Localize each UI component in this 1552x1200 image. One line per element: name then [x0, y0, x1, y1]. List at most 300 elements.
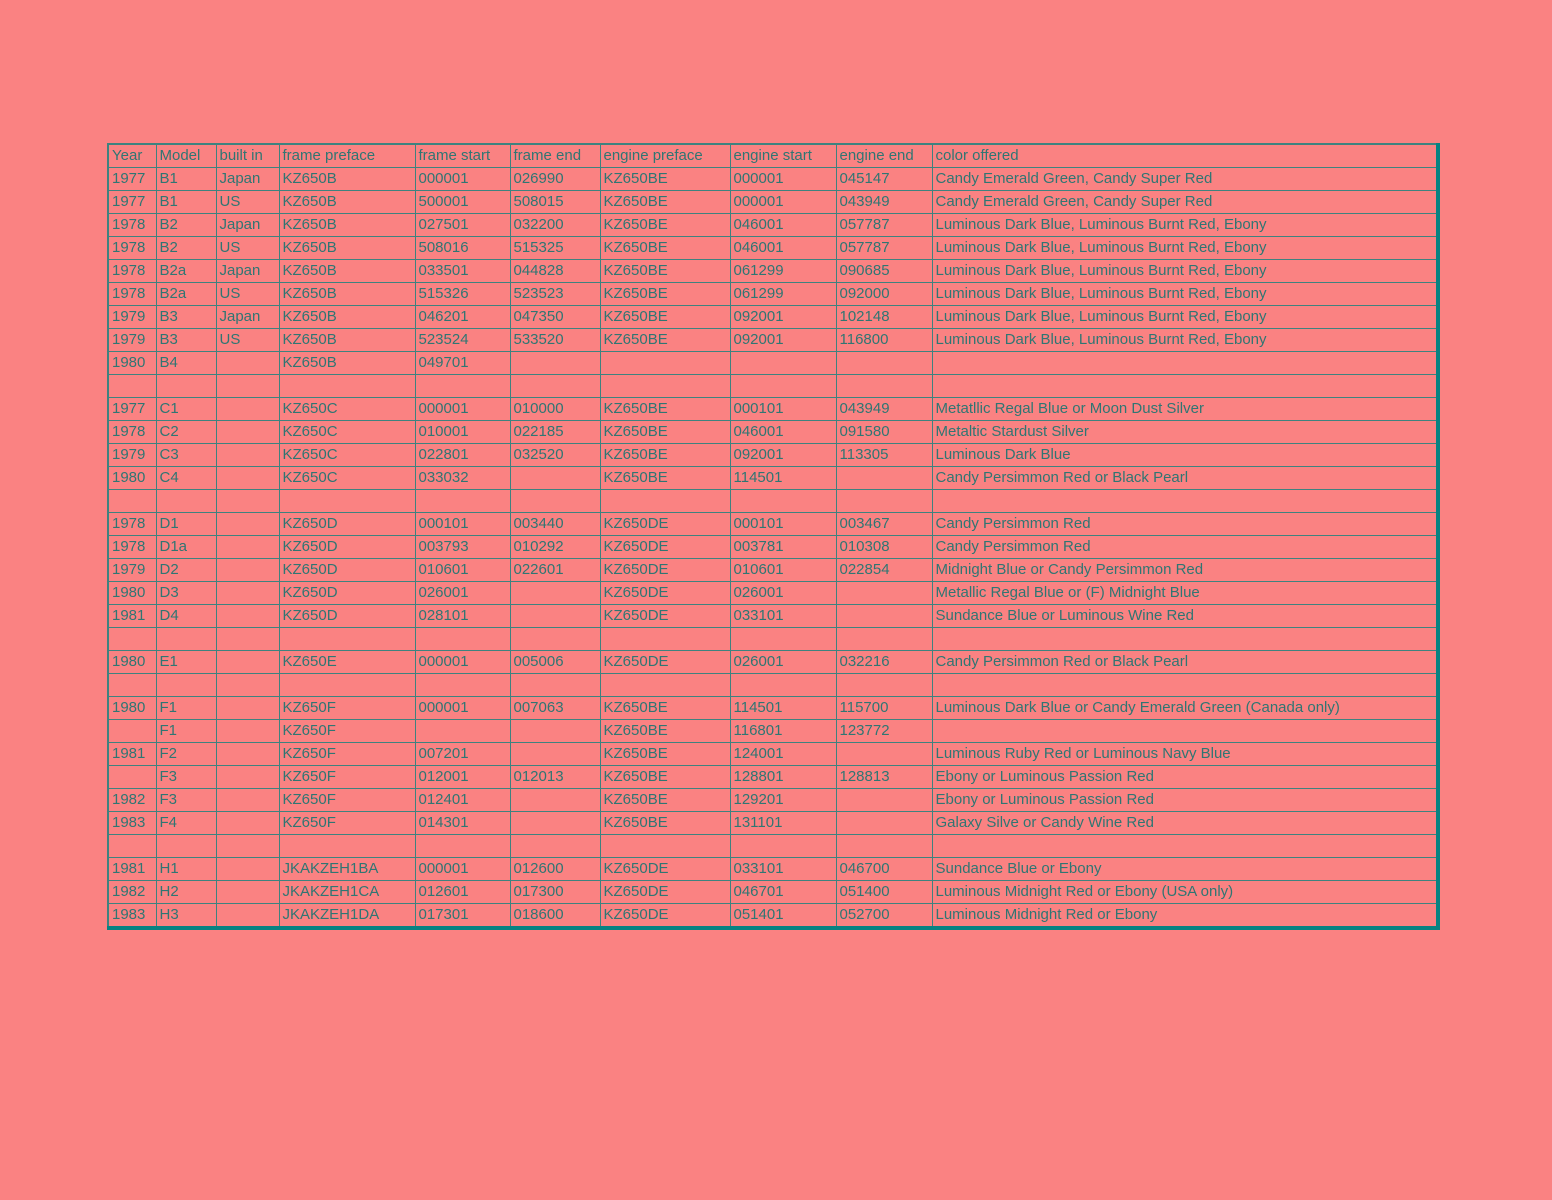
cell: B2a [156, 260, 216, 283]
cell: 046001 [730, 237, 836, 260]
cell: 026001 [730, 651, 836, 674]
column-header: built in [216, 144, 279, 168]
cell: 017301 [415, 904, 510, 929]
cell [730, 490, 836, 513]
cell: KZ650DE [600, 559, 730, 582]
cell: 128801 [730, 766, 836, 789]
cell: 1979 [108, 559, 156, 582]
cell: 000001 [415, 858, 510, 881]
cell: 092001 [730, 306, 836, 329]
cell [932, 352, 1438, 375]
cell: KZ650D [279, 582, 415, 605]
cell: KZ650D [279, 605, 415, 628]
cell: KZ650E [279, 651, 415, 674]
cell: 061299 [730, 283, 836, 306]
cell: 129201 [730, 789, 836, 812]
cell: 057787 [836, 214, 932, 237]
table-row [108, 628, 1438, 651]
cell: 033501 [415, 260, 510, 283]
cell: 508016 [415, 237, 510, 260]
cell [108, 628, 156, 651]
cell: 022854 [836, 559, 932, 582]
cell [836, 375, 932, 398]
table-row [108, 467, 1438, 490]
cell [156, 835, 216, 858]
table-row [108, 858, 1438, 881]
cell: 000001 [730, 191, 836, 214]
cell: 091580 [836, 421, 932, 444]
cell: JKAKZEH1DA [279, 904, 415, 929]
cell: KZ650F [279, 812, 415, 835]
cell: Japan [216, 306, 279, 329]
table-row [108, 398, 1438, 421]
cell: KZ650D [279, 513, 415, 536]
cell: Japan [216, 168, 279, 191]
cell [510, 789, 600, 812]
cell [600, 674, 730, 697]
cell: 010292 [510, 536, 600, 559]
cell: KZ650BE [600, 766, 730, 789]
cell: D3 [156, 582, 216, 605]
cell: 1978 [108, 214, 156, 237]
cell [279, 490, 415, 513]
cell: KZ650F [279, 789, 415, 812]
table-row [108, 766, 1438, 789]
cell [510, 835, 600, 858]
cell: 533520 [510, 329, 600, 352]
cell: KZ650B [279, 168, 415, 191]
cell [932, 375, 1438, 398]
cell: 027501 [415, 214, 510, 237]
cell [510, 674, 600, 697]
table-row [108, 582, 1438, 605]
cell: KZ650B [279, 191, 415, 214]
cell: 1979 [108, 306, 156, 329]
cell: KZ650BE [600, 812, 730, 835]
cell: 000101 [730, 398, 836, 421]
cell: 051401 [730, 904, 836, 929]
cell: 092001 [730, 444, 836, 467]
cell: Japan [216, 260, 279, 283]
cell: C1 [156, 398, 216, 421]
cell: KZ650C [279, 421, 415, 444]
cell: 523523 [510, 283, 600, 306]
cell: 033101 [730, 605, 836, 628]
cell: 003793 [415, 536, 510, 559]
cell [216, 651, 279, 674]
cell: 017300 [510, 881, 600, 904]
cell: KZ650DE [600, 651, 730, 674]
cell [510, 743, 600, 766]
cell: 000001 [415, 398, 510, 421]
cell [836, 490, 932, 513]
cell: KZ650BE [600, 720, 730, 743]
table-row [108, 605, 1438, 628]
cell [836, 743, 932, 766]
cell: Sundance Blue or Ebony [932, 858, 1438, 881]
cell [108, 766, 156, 789]
cell [836, 674, 932, 697]
cell: 1980 [108, 697, 156, 720]
cell: KZ650BE [600, 191, 730, 214]
cell [108, 375, 156, 398]
cell: 057787 [836, 237, 932, 260]
cell: Metaltic Stardust Silver [932, 421, 1438, 444]
cell: 114501 [730, 697, 836, 720]
column-header: Model [156, 144, 216, 168]
cell: Luminous Dark Blue [932, 444, 1438, 467]
cell: KZ650C [279, 444, 415, 467]
cell: KZ650C [279, 467, 415, 490]
cell: C3 [156, 444, 216, 467]
cell [216, 398, 279, 421]
cell: 515325 [510, 237, 600, 260]
cell [216, 536, 279, 559]
cell: KZ650B [279, 329, 415, 352]
cell: C2 [156, 421, 216, 444]
cell [932, 835, 1438, 858]
cell: KZ650DE [600, 605, 730, 628]
table-row [108, 697, 1438, 720]
cell [415, 720, 510, 743]
cell: KZ650B [279, 260, 415, 283]
cell: KZ650BE [600, 743, 730, 766]
table-row [108, 421, 1438, 444]
cell [108, 674, 156, 697]
cell [108, 720, 156, 743]
cell: Luminous Dark Blue or Candy Emerald Green (Canada only) [932, 697, 1438, 720]
table-row [108, 490, 1438, 513]
cell: JKAKZEH1BA [279, 858, 415, 881]
cell: 1983 [108, 812, 156, 835]
table-row [108, 559, 1438, 582]
cell: KZ650BE [600, 306, 730, 329]
cell: Candy Persimmon Red [932, 513, 1438, 536]
cell: 010001 [415, 421, 510, 444]
cell: 012600 [510, 858, 600, 881]
cell: 051400 [836, 881, 932, 904]
cell [279, 835, 415, 858]
cell: Metallic Regal Blue or (F) Midnight Blue [932, 582, 1438, 605]
cell [216, 352, 279, 375]
table-row [108, 651, 1438, 674]
cell: B2 [156, 214, 216, 237]
column-header: engine preface [600, 144, 730, 168]
cell: 1980 [108, 651, 156, 674]
cell: KZ650BE [600, 398, 730, 421]
cell [600, 490, 730, 513]
cell: 003781 [730, 536, 836, 559]
cell: 000101 [730, 513, 836, 536]
cell: 061299 [730, 260, 836, 283]
table-row [108, 881, 1438, 904]
cell [836, 789, 932, 812]
cell: Luminous Midnight Red or Ebony [932, 904, 1438, 929]
cell [216, 605, 279, 628]
cell [932, 720, 1438, 743]
cell: Japan [216, 214, 279, 237]
cell: 032520 [510, 444, 600, 467]
cell: 1979 [108, 329, 156, 352]
column-header: frame preface [279, 144, 415, 168]
cell: KZ650BE [600, 329, 730, 352]
column-header: frame start [415, 144, 510, 168]
column-header: engine end [836, 144, 932, 168]
table-row [108, 743, 1438, 766]
cell: Luminous Dark Blue, Luminous Burnt Red, Ebony [932, 214, 1438, 237]
cell: Luminous Dark Blue, Luminous Burnt Red, Ebony [932, 306, 1438, 329]
cell [216, 375, 279, 398]
cell: 1982 [108, 789, 156, 812]
table-row [108, 375, 1438, 398]
cell [836, 605, 932, 628]
cell: B3 [156, 306, 216, 329]
cell: B1 [156, 168, 216, 191]
cell [510, 352, 600, 375]
cell: 102148 [836, 306, 932, 329]
cell [216, 812, 279, 835]
table-row [108, 789, 1438, 812]
cell: Candy Emerald Green, Candy Super Red [932, 168, 1438, 191]
table-row [108, 812, 1438, 835]
cell: 1983 [108, 904, 156, 929]
cell: Luminous Dark Blue, Luminous Burnt Red, Ebony [932, 260, 1438, 283]
cell: 049701 [415, 352, 510, 375]
cell [510, 812, 600, 835]
table-row [108, 214, 1438, 237]
cell: 1977 [108, 191, 156, 214]
cell [510, 605, 600, 628]
cell [730, 628, 836, 651]
cell: 022801 [415, 444, 510, 467]
table-row [108, 674, 1438, 697]
cell: 052700 [836, 904, 932, 929]
cell [510, 490, 600, 513]
cell: 092000 [836, 283, 932, 306]
cell: 000001 [415, 697, 510, 720]
table-row [108, 513, 1438, 536]
cell [415, 835, 510, 858]
cell: 012401 [415, 789, 510, 812]
cell: 007063 [510, 697, 600, 720]
cell: 043949 [836, 191, 932, 214]
cell: Luminous Dark Blue, Luminous Burnt Red, Ebony [932, 329, 1438, 352]
cell: KZ650D [279, 559, 415, 582]
cell: 026990 [510, 168, 600, 191]
cell: 046001 [730, 421, 836, 444]
cell [279, 628, 415, 651]
cell [216, 582, 279, 605]
cell: 128813 [836, 766, 932, 789]
cell: 131101 [730, 812, 836, 835]
cell: KZ650DE [600, 536, 730, 559]
cell: 1980 [108, 352, 156, 375]
cell [415, 674, 510, 697]
cell: KZ650BE [600, 168, 730, 191]
cell [932, 674, 1438, 697]
cell: 022185 [510, 421, 600, 444]
cell [216, 444, 279, 467]
cell: Candy Emerald Green, Candy Super Red [932, 191, 1438, 214]
cell: 1982 [108, 881, 156, 904]
table-row [108, 720, 1438, 743]
cell: 046001 [730, 214, 836, 237]
cell: 092001 [730, 329, 836, 352]
cell: 047350 [510, 306, 600, 329]
cell: 032200 [510, 214, 600, 237]
table-row [108, 306, 1438, 329]
model-data-table [107, 143, 1440, 930]
cell: KZ650D [279, 536, 415, 559]
cell: Candy Persimmon Red or Black Pearl [932, 467, 1438, 490]
cell: B2 [156, 237, 216, 260]
cell: 1981 [108, 605, 156, 628]
cell [216, 881, 279, 904]
cell: KZ650F [279, 697, 415, 720]
cell [730, 352, 836, 375]
cell: 1978 [108, 260, 156, 283]
cell: KZ650F [279, 766, 415, 789]
table-row [108, 352, 1438, 375]
cell [216, 720, 279, 743]
table-row [108, 904, 1438, 929]
cell [836, 628, 932, 651]
cell: 000101 [415, 513, 510, 536]
cell: 032216 [836, 651, 932, 674]
cell: 010601 [730, 559, 836, 582]
column-header: engine start [730, 144, 836, 168]
cell: 007201 [415, 743, 510, 766]
cell: Luminous Ruby Red or Luminous Navy Blue [932, 743, 1438, 766]
cell: 028101 [415, 605, 510, 628]
cell: KZ650BE [600, 789, 730, 812]
cell [415, 628, 510, 651]
cell: Ebony or Luminous Passion Red [932, 789, 1438, 812]
cell: 003440 [510, 513, 600, 536]
cell: 1978 [108, 536, 156, 559]
cell: 113305 [836, 444, 932, 467]
cell: 124001 [730, 743, 836, 766]
cell [216, 697, 279, 720]
cell: KZ650BE [600, 237, 730, 260]
table-row [108, 260, 1438, 283]
cell: 046201 [415, 306, 510, 329]
cell: 115700 [836, 697, 932, 720]
cell: 116800 [836, 329, 932, 352]
cell: D1 [156, 513, 216, 536]
cell [156, 490, 216, 513]
cell: KZ650B [279, 283, 415, 306]
cell [730, 375, 836, 398]
cell [156, 674, 216, 697]
cell: 043949 [836, 398, 932, 421]
cell: KZ650DE [600, 513, 730, 536]
cell: KZ650F [279, 743, 415, 766]
cell: 1978 [108, 283, 156, 306]
cell: Galaxy Silve or Candy Wine Red [932, 812, 1438, 835]
cell: H2 [156, 881, 216, 904]
cell: KZ650DE [600, 582, 730, 605]
cell [600, 352, 730, 375]
cell: 018600 [510, 904, 600, 929]
cell [108, 835, 156, 858]
cell: E1 [156, 651, 216, 674]
cell: Luminous Dark Blue, Luminous Burnt Red, Ebony [932, 283, 1438, 306]
cell: 000001 [730, 168, 836, 191]
cell: 1980 [108, 467, 156, 490]
cell [279, 375, 415, 398]
table-body [108, 168, 1438, 929]
cell: Metatllic Regal Blue or Moon Dust Silver [932, 398, 1438, 421]
cell: US [216, 237, 279, 260]
cell [836, 835, 932, 858]
cell: KZ650C [279, 398, 415, 421]
cell: KZ650BE [600, 283, 730, 306]
cell: US [216, 283, 279, 306]
cell: 012001 [415, 766, 510, 789]
cell: F1 [156, 697, 216, 720]
cell: F1 [156, 720, 216, 743]
cell: KZ650B [279, 237, 415, 260]
cell [730, 674, 836, 697]
cell: 1979 [108, 444, 156, 467]
cell [836, 467, 932, 490]
cell [216, 628, 279, 651]
cell [510, 467, 600, 490]
cell: 044828 [510, 260, 600, 283]
cell: KZ650DE [600, 881, 730, 904]
cell: B1 [156, 191, 216, 214]
cell [216, 490, 279, 513]
cell: F3 [156, 766, 216, 789]
cell: 523524 [415, 329, 510, 352]
cell: KZ650B [279, 306, 415, 329]
cell: 123772 [836, 720, 932, 743]
cell: KZ650B [279, 352, 415, 375]
table-row [108, 329, 1438, 352]
cell [836, 812, 932, 835]
cell: F2 [156, 743, 216, 766]
cell: D4 [156, 605, 216, 628]
cell [415, 375, 510, 398]
cell [932, 628, 1438, 651]
cell: 515326 [415, 283, 510, 306]
cell [216, 467, 279, 490]
cell: 003467 [836, 513, 932, 536]
cell [216, 743, 279, 766]
cell: F4 [156, 812, 216, 835]
cell: 1978 [108, 421, 156, 444]
table-row [108, 237, 1438, 260]
cell: 010601 [415, 559, 510, 582]
cell [510, 375, 600, 398]
cell: 116801 [730, 720, 836, 743]
cell [510, 582, 600, 605]
cell: 014301 [415, 812, 510, 835]
cell: KZ650DE [600, 904, 730, 929]
cell: B4 [156, 352, 216, 375]
cell: H3 [156, 904, 216, 929]
cell: Luminous Dark Blue, Luminous Burnt Red, Ebony [932, 237, 1438, 260]
cell [216, 674, 279, 697]
cell: 1980 [108, 582, 156, 605]
cell: 022601 [510, 559, 600, 582]
cell [156, 628, 216, 651]
cell: 000001 [415, 168, 510, 191]
cell [600, 375, 730, 398]
cell: B2a [156, 283, 216, 306]
cell: 1978 [108, 513, 156, 536]
